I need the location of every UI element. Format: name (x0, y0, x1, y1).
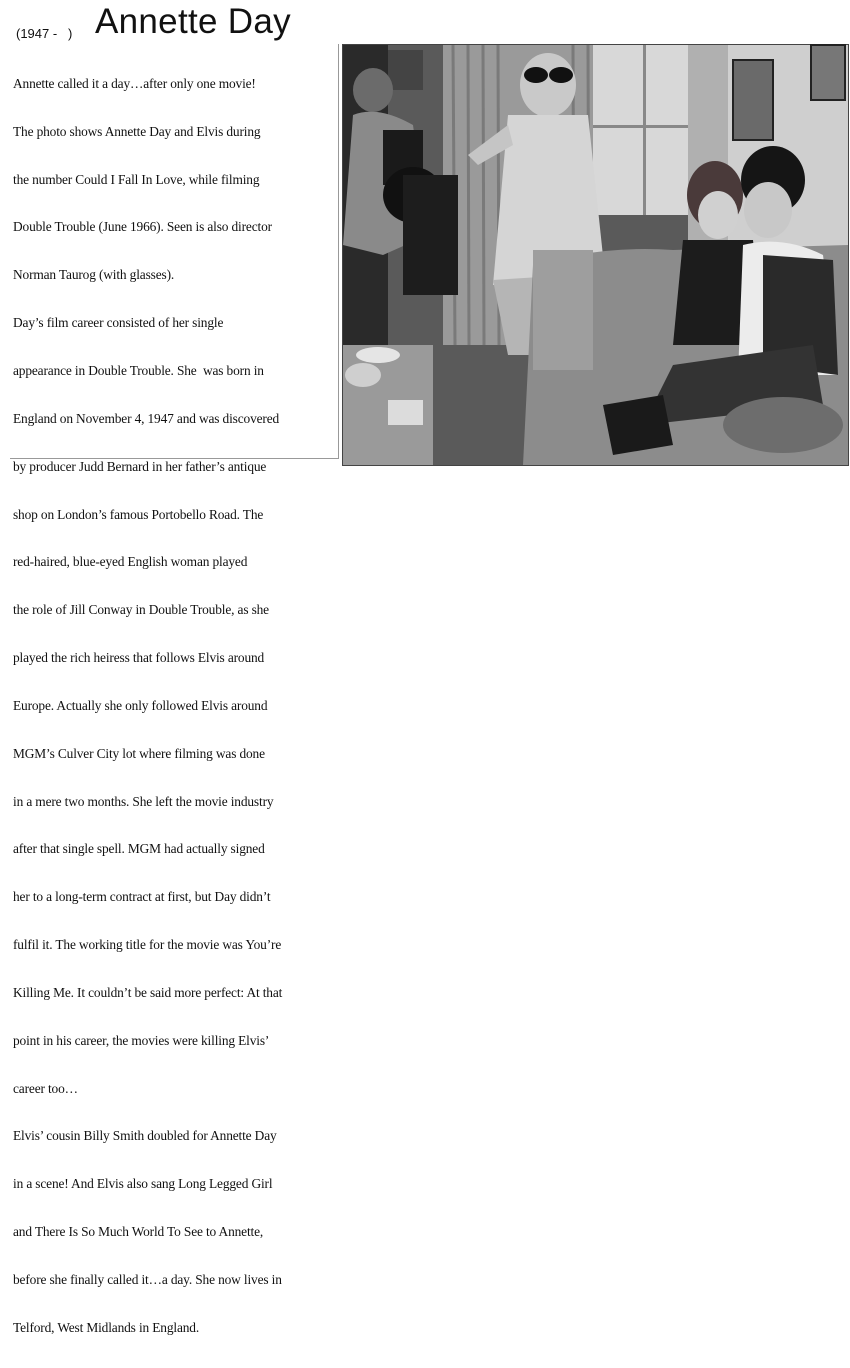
story-line: Norman Taurog (with glasses). (13, 267, 175, 283)
story-line: Telford, West Midlands in England. (13, 1319, 200, 1335)
story-line: the number Could I Fall In Love, while filming (13, 171, 260, 187)
story-line: Elvis’ cousin Billy Smith doubled for Annette Day (13, 1128, 277, 1144)
story-line: appearance in Double Trouble. She was born in (13, 362, 264, 378)
story-line: career too… (13, 1080, 78, 1096)
story-line: in a mere two months. She left the movie industry (13, 793, 274, 809)
story-text (13, 44, 339, 1368)
story-line: the role of Jill Conway in Double Trouble, as she (13, 602, 269, 618)
years-label: (1947 - ) (16, 26, 73, 41)
story-line: Europe. Actually she only followed Elvis around (13, 697, 268, 713)
film-set-photo-drawing (343, 45, 848, 465)
story-line: Annette called it a day…after only one movie! (13, 75, 256, 91)
story-line: fulfil it. The working title for the movie was You’re (13, 937, 282, 953)
story-line: Double Trouble (June 1966). Seen is also director (13, 219, 272, 235)
story-line: Day’s film career consisted of her single (13, 315, 224, 331)
story-panel (10, 44, 339, 1335)
story-line: and There Is So Much World To See to Annette, (13, 1224, 264, 1240)
story-line: in a scene! And Elvis also sang Long Legged Girl (13, 1176, 273, 1192)
story-line: The photo shows Annette Day and Elvis during (13, 123, 261, 139)
story-line: played the rich heiress that follows Elvis around (13, 650, 265, 666)
story-line: after that single spell. MGM had actually signed (13, 841, 265, 857)
page-title: Annette Day (95, 2, 291, 41)
film-set-photo (342, 44, 849, 466)
story-line: Killing Me. It couldn’t be said more perfect: At that (13, 984, 283, 1000)
story-line: her to a long-term contract at first, but Day didn’t (13, 889, 271, 905)
story-line: point in his career, the movies were killing Elvis’ (13, 1032, 270, 1048)
story-line: before she finally called it…a day. She now lives in (13, 1272, 282, 1287)
story-line: red-haired, blue-eyed English woman played (13, 554, 248, 570)
story-line: by producer Judd Bernard in her father’s antique (13, 458, 267, 474)
story-line: shop on London’s famous Portobello Road. The (13, 506, 264, 522)
story-line: England on November 4, 1947 and was discovered (13, 410, 280, 426)
story-line: MGM’s Culver City lot where filming was done (13, 745, 265, 761)
